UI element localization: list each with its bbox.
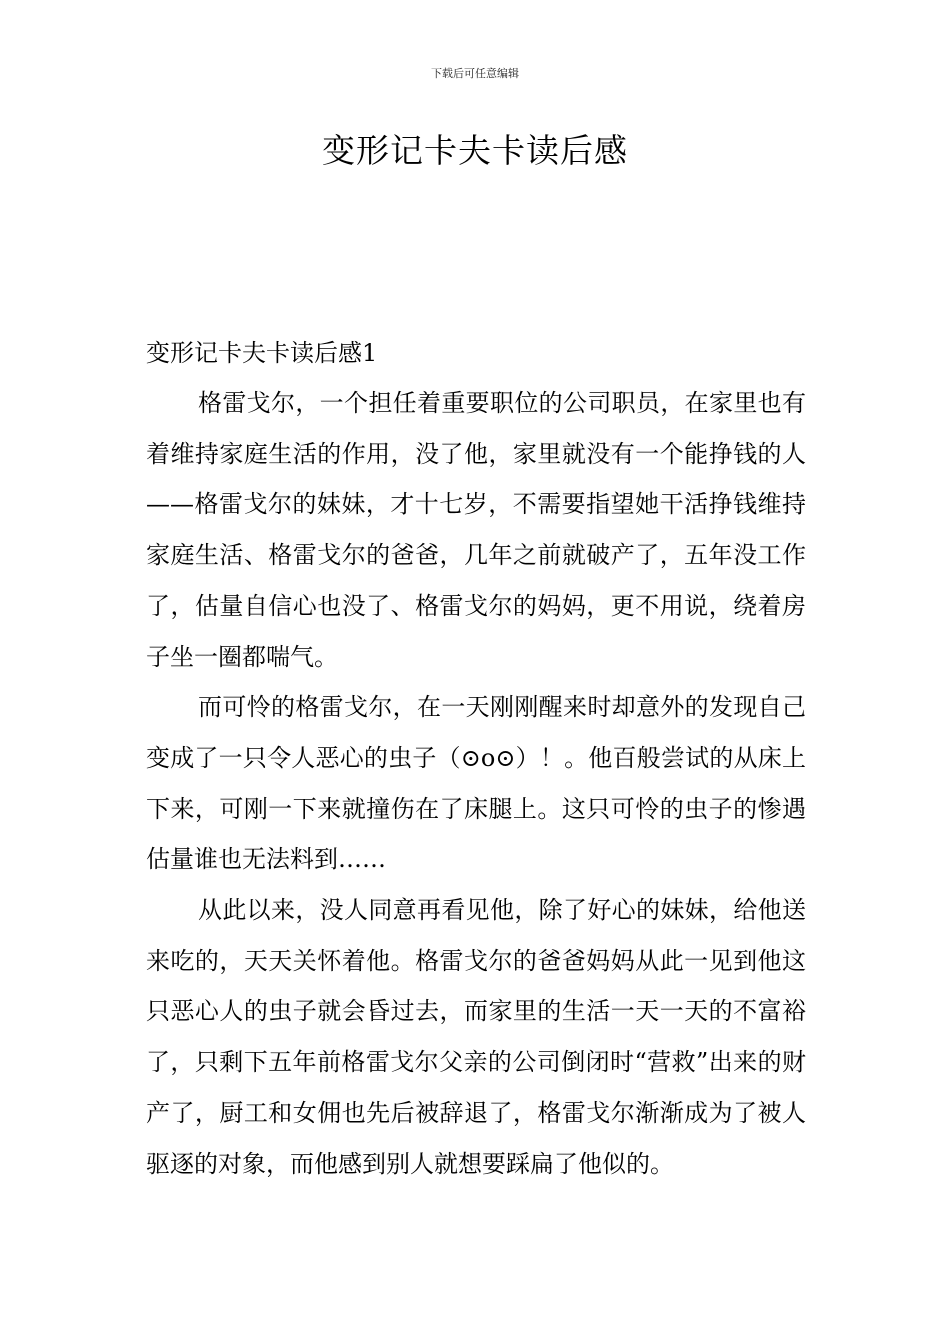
paragraph: 格雷戈尔，一个担任着重要职位的公司职员，在家里也有着维持家庭生活的作用，没了他，家里就没有一个能挣钱的人——格雷戈尔的妹妹，才十七岁，不需要指望她干活挣钱维持家庭生活、格雷戈尔的爸爸，几年之前就破产了，五年没工作了，估量自信心也没了、格雷戈尔的妈妈，更不用说，绕着房子坐一圈都喘气。 [146,389,806,671]
paragraph: 而可怜的格雷戈尔，在一天刚刚醒来时却意外的发现自己变成了一只令人恶心的虫子（⊙o⊙）！。他百般尝试的从床上下来，可刚一下来就撞伤在了床腿上。这只可怜的虫子的惨遇估量谁也无法料到…… [146,693,806,874]
section-heading: 变形记卡夫卡读后感1 [146,339,378,367]
document-title: 变形记卡夫卡读后感 [322,131,628,170]
document-body [146,328,806,1189]
page-header-note: 下载后可任意编辑 [431,67,519,80]
paragraph: 从此以来，没人同意再看见他，除了好心的妹妹，给他送来吃的，天天关怀着他。格雷戈尔的爸爸妈妈从此一见到他这只恶心人的虫子就会昏过去，而家里的生活一天一天的不富裕了，只剩下五年前格雷戈尔父亲的公司倒闭时“营救”出来的财产了，厨工和女佣也先后被辞退了，格雷戈尔渐渐成为了被人驱逐的对象，而他感到别人就想要踩扁了他似的。 [146,896,806,1178]
